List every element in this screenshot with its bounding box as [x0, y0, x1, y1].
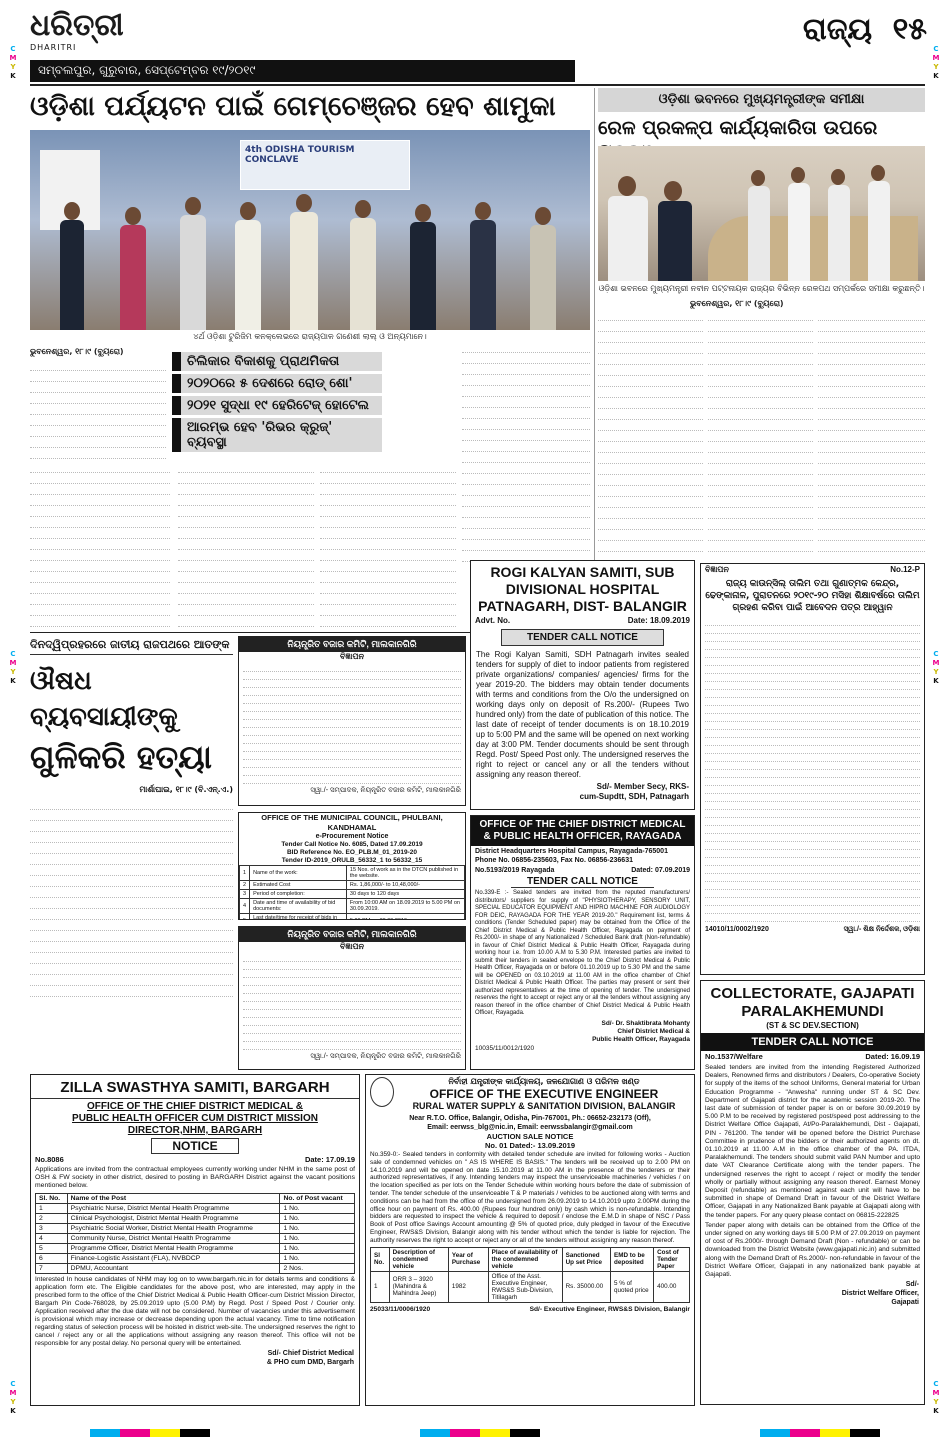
- notice-body: No.359-0:- Sealed tenders in conformity with detailed tender schedule are invited for following works - Auction sale of condemned vehicles on " AS IS WHERE IS BASIS." The tenders will be received up to 2.00 PM on 14.10.2019 and will be opened on date 15.10.2019 at 11.00 AM in the presence of the tenderers or their authorized representatives, if any. Intending tenders may inspect the unserviceable machineries / vehicles / on the location specified as per lots on the Tender Schedule within working hours before the date of submission of tender. The tender schedule of the unserviceable T & P materials / vehicles to be auctioned along with terms and conditions can be had from the office of the undersigned from 26.09.2019 to 14.10.2019 upto 2.00PM during the office hour on payment of Rs. 400.00 (Rupees four hundred only) by cash which is non-refundable. Intending bidders are requested to inspect the vehicle & required to deposit / enclose the E.M.D in shape of NSC / Pass Book of Post office Savings Account amounting @ 5% of quoted price, duly pledged in favour of the Executive Engineer, RWS&S Division, Balangir along with his tender without which the tender is liable for rejection. The authority reserves the right to accept or reject any or all of the tenders without assigning any reason thereof.: [370, 1151, 690, 1244]
- notice-title: ନିୟନ୍ତ୍ରିତ ବଜାର କମିଟି, ମାଲକାନଗିରି: [239, 637, 465, 652]
- table-row: 3 Period of completion: 30 days to 120 days: [240, 890, 465, 899]
- table-row: Last date/time for receipt of bids in: [240, 914, 465, 921]
- lead-body-text: [30, 462, 170, 632]
- notice-odia-title: ନିର୍ବାହୀ ଯନ୍ତ୍ରୀଙ୍କ କାର୍ଯ୍ୟାଳୟ, ଜଳଯୋଗାଣ ଓ ପରିମଳ ଖଣ୍ଡ: [448, 1077, 640, 1086]
- emblem-icon: [370, 1077, 394, 1107]
- table-header: Sl No. Description of condemned vehicle Year of Purchase Place of availability of the condemned vehicle Sanctioned Up set Price EMD to be deposited Cost of Tender Paper: [371, 1247, 690, 1271]
- notice-rks-patnagarh: [470, 560, 695, 810]
- notice-bargarh: [30, 1074, 360, 1406]
- dateline-bar: [30, 60, 575, 82]
- notice-malkangiri-2: [238, 926, 466, 1070]
- notice-ref: Tender ID-2019_ORULB_56332_1 to 56332_15: [281, 857, 423, 864]
- rail-photo-caption: ଓଡ଼ିଶା ଭବନରେ ମୁଖ୍ୟମନ୍ତ୍ରୀ ନବୀନ ପଟ୍ଟନାୟକ ରାଜ୍ୟର ବିଭିନ୍ନ ରେଳପଥ ସମ୍ପର୍କରେ ସମୀକ୍ଷା କରୁଛନ୍ତି।: [598, 284, 925, 293]
- notice-signature: ସ୍ୱା./- ସମ୍ପାଦକ, ନିୟନ୍ତ୍ରିତ ବଜାର କମିଟି, ମାଲକାନଗିରି: [310, 787, 461, 794]
- notice-title: ROGI KALYAN SAMITI, SUB DIVISIONAL HOSPITAL PATNAGARH, DIST- BALANGIR: [478, 564, 687, 614]
- notice-title: OFFICE OF THE CHIEF DISTRICT MEDICAL & PUBLIC HEALTH OFFICER, RAYAGADA: [471, 816, 694, 846]
- notice-office: OFFICE OF THE MUNICIPAL COUNCIL, PHULBANI, KANDHAMAL: [261, 813, 443, 832]
- rail-photo: [598, 146, 925, 281]
- table-row: 1 Name of the work: 15 Nos. of work as in the DTCN published in the website.: [240, 866, 465, 881]
- notice-meta: No.1537/Welfare Dated: 16.09.19: [705, 1052, 920, 1061]
- notice-intro: Applications are invited from the contractual employees currently working under NHM in the same post of OSH & FW society in other district, desired to posting in BARGARH District against the vacant positions mentioned below.: [35, 1166, 355, 1190]
- notice-body: Interested In house candidates of NHM may log on to www.bargarh.nic.in for details terms and conditions & application form etc. The Eligible candidates for the above post, who are interested, may apply in the prescribed form to the office of the Chief District Medical & Public Health Officer-cum District Mission Director, Bargarh Pin Code-768028, by 25.09.2019 upto (5.00 P.M) by Regd. Post / Speed Post / Courier only. Application received after the due date will not be considered. Number of vacancies under this advertisement is provisional which may increase or decrease depending upon the actual vacancy. Time to time notification regarding status of selection process will be hoisted in district web-site. The undersigned reserves the right to cancel / reject any or all the applications without assigning any reason thereof. This office will not be responsible for any postal delay. No personal query will be entertained.: [35, 1275, 355, 1347]
- rail-headline: ରେଳ ପ୍ରକଳ୍ପ କାର୍ଯ୍ୟକାରିତା ଉପରେ: [598, 117, 878, 139]
- notice-gajapati: [700, 980, 925, 1405]
- color-bar: [420, 1429, 540, 1437]
- cmyk-mark: C M Y K: [932, 650, 940, 685]
- notice-body: The Rogi Kalyan Samiti, SDH Patnagarh invites sealed tenders for supply of diet to indoor patients from registered private organizations/ companies/ agencies/ firms for the year 2019-20. The bidders may obtain tender documents with terms and conditions from the O/o the undersigned on working days only on deposit of Rs.200/- (Rupees Two hundred only) from the date of publication of this notice. The last date of receipt of tender documents is on 18.10.2019 up to 5:00 PM and the same will be opened on next working day at 3:00 PM. Tender documents should be sent through Regd. Post/ Speed Post only. The undersigned reserves the right to reject or cancel any or all the tenders without assigning any reason thereof.: [476, 650, 689, 779]
- murder-kicker: ଦିନଦ୍ୱିପ୍ରହରରେ ଜାତୀୟ ରାଜପଥରେ ଆତଙ୍କ: [30, 636, 233, 655]
- section-name: ରାଜ୍ୟ: [802, 12, 873, 47]
- notice-footer: 25033/11/0006/1920 Sd/- Executive Engineer, RWS&S Division, Balangir: [370, 1305, 690, 1313]
- notice-title: ରାଜ୍ୟ କାଉନ୍ସିଲ୍‌ ତାଲିମ ତଥା ଗୁଣାତ୍ମକ କେନ୍ଦ୍ର, ଢେଙ୍କାନାଳ, ପୁରାତନରେ ୨୦୧୯-୨୦ ମସିହା ଶିକ୍ଷାବର୍ଷରେ ତାଲିମ ଗ୍ରହଣ କରିବା ପାଇଁ ଆବେଦନ ପତ୍ର ଆହ୍ୱାନ: [705, 579, 920, 613]
- notice-body: No.339-E :- Sealed tenders are invited from the reputed manufacturers/ distributors/ suppliers for supply of "PHYSIOTHERAPY, SENSORY UNIT, SPECIAL EDUCATOR EQUIPMENT AND HIPRO MACHINE FOR AUDIOLOGY FOR DEIC, RAYAGADA FOR THE YEAR 2019-20." Requirement list, terms & conditions (Tender Scheduled paper) may be obtained from the Office of the Chief District Medical & Public Health Officer, Rayagada on payment of Rs.2000/- in shape of any Nationalized / Scheduled Bank draft (Non-refundable) in favour of Chief District Medical & Public Health Officer, Rayagada during working hour i.e. from 10.00 A.M to 5.30 P.M. Interested parties are invited to submit their tenders in sealed envelope to the Chief District Medical & Public Health Officer, Rayagada on or before 01.10.2019 up to 5.30 PM and the same will be OPENED on 03.10.2019 at 11.00 AM in the office chamber of Chief District Medical & Public Health Officer. The parties may present or sent their authorized representatives at the time of opening of tender. The undersigned reserves the right to accept or reject any or all the tenders without assigning any reason thereof in the office chamber of Chief District Medical & Public Health Officer, Rayagada.: [475, 890, 690, 1016]
- notice-subtitle: (ST & SC DEV.SECTION): [766, 1021, 859, 1030]
- lead-body-text: [30, 360, 166, 462]
- notice-code: 10035/11/0012/1920: [475, 1044, 535, 1052]
- cmyk-mark: C M Y K: [932, 45, 940, 80]
- notice-address: District Headquarters Hospital Campus, Rayagada-765001 Phone No. 06856-235603, Fax No. 06856-236631: [475, 848, 668, 864]
- notice-signature: Sd/- Chief District Medical & PHO cum DMD, Bargarh: [266, 1349, 354, 1366]
- notice-title: COLLECTORATE, GAJAPATI PARALAKHEMUNDI: [710, 985, 915, 1020]
- table-row: 5 Programme Officer, District Mental Health Programme 1 No.: [36, 1243, 355, 1253]
- table-row: 1 Psychiatric Nurse, District Mental Health Programme 1 No.: [36, 1203, 355, 1213]
- notice-office: OFFICE OF THE CHIEF DISTRICT MEDICAL & PUBLIC HEALTH OFFICER CUM DISTRICT MISSION DIRECTOR,NHM, BARGARH: [72, 1101, 318, 1136]
- notice-rayagada: [470, 815, 695, 1070]
- column-rule: [594, 88, 595, 560]
- notice-meta: Advt. No. Date: 18.09.2019: [475, 616, 690, 625]
- notice-training: [700, 563, 925, 975]
- notice-table: [239, 865, 465, 920]
- notice-signature: Sd/- Member Secy, RKS- cum-Supdtt, SDH, Patnagarh: [579, 782, 689, 801]
- notice-signature: Sd/- Dr. Shaktibrata Mohanty Chief District Medical & Public Health Officer, Rayagada: [592, 1019, 690, 1043]
- notice-ref: Tender Call Notice No. 6085, Dated 17.09.2019: [281, 841, 423, 848]
- rail-body-text: [818, 310, 925, 558]
- logo-subtext: DHARITRI: [30, 43, 77, 52]
- divider: [30, 84, 925, 86]
- notice-footer: 14010/11/0002/1920 ସ୍ୱା./- ଶିକ୍ଷ ନିର୍ଦ୍ଦେଶକ, ଓଡ଼ିଶା: [705, 926, 920, 933]
- notice-meta: ବିଜ୍ଞାପନ No.12-P: [705, 565, 920, 574]
- notice-malkangiri-1: [238, 636, 466, 806]
- notice-ref: BID Reference No. EO_PLB.M_01_2019-20: [286, 849, 418, 856]
- table-row: 4 Date and time of availability of bid documents: From 10:00 AM on 18.09.2019 to 5.00 PM on 30.09.2019.: [240, 899, 465, 914]
- notice-type: e-Procurement Notice: [315, 833, 389, 840]
- highlight-item: ୨୦୨୦ରେ ୫ ଦେଶରେ ରୋଡ୍‌ ଶୋ': [172, 374, 382, 393]
- murder-dateline: ମାର୍ଶାଘାଇ, ୧୮।୯ (ବି.ଏନ୍‌.ଏ.): [139, 785, 233, 794]
- notice-title: ZILLA SWASTHYA SAMITI, BARGARH: [31, 1075, 359, 1099]
- notice-meta: No.5193/2019 Rayagada Dated: 07.09.2019: [475, 867, 690, 874]
- rail-kicker: ଓଡ଼ିଶା ଭବନରେ ମୁଖ୍ୟମନ୍ତ୍ରୀଙ୍କ ସମୀକ୍ଷା: [598, 88, 925, 112]
- cmyk-mark: C M Y K: [932, 1380, 940, 1415]
- notice-body: Sealed tenders are invited from the intending Registered Authorized Dealers, Renowned firms and distributors / Dealers, Co-operative Society for supply of the items of the school Uniforms, General material for Urban Education Programme - "Anwesha" running under ST & SC Dev. Department of Gajapati district for the academic session 2019-20. The last date of submission of tender paper is on or before 30.09.2019 by 5.00 P.M to be received by registered post/speed post addressing to the District Welfare Office Gajapati, At/Po-Paralakhemundi, Dist - Gajapati, PIN - 761200. The tender will be opened before the District Purchase Committee in prudence of the bidders or their authorized agents on dt. 01.10.2019 at 11.00 A.M in the office chamber of the PA. ITDA, Paralakhemundi. The tenders should submit valid PAN Number and upto date VAT Clearance Certificate along with the tender papers. The undersigned reserves the right to accept / reject or modify the tender wholly or partially without assigning any reason thereof. Earnest Money Deposit (refundable) as mentioned against each unit will have to be submitted in shape of Demand Draft in favour of the District Welfare Officer, Gajapati in any Nationalized Bank payable at Gajapati along with the tender papers. For any query please contact on 06815-222825: [705, 1064, 920, 1219]
- notice-banner: TENDER CALL NOTICE: [511, 876, 654, 888]
- dateline-text: ସମ୍ବଲପୁର, ଗୁରୁବାର, ସେପ୍ଟେମ୍ବର ୧୯/୨୦୧୯: [38, 63, 256, 77]
- table-row: 3 Psychiatric Social Worker, District Mental Health Programme 1 No.: [36, 1223, 355, 1233]
- lead-dateline: ଭୁବନେଶ୍ୱର, ୧୮।୯ (ବ୍ୟୁରୋ): [30, 347, 124, 356]
- conclave-banner: 4th ODISHA TOURISM CONCLAVE: [240, 140, 410, 190]
- table-row: 6 Finance-Logistic Assistant (FLA), NVBDCP 1 No.: [36, 1253, 355, 1263]
- masthead-logo: [30, 8, 124, 52]
- lead-body-text: [462, 342, 590, 562]
- lead-body-text: [320, 462, 456, 632]
- table-row: 2 Estimated Cost Rs. 1,86,000/- to 10,48,000/-: [240, 881, 465, 890]
- color-bar: [760, 1429, 880, 1437]
- notice-body: Tender paper along with details can be obtained from the Office of the under signed on any working days till 5.00 P.M of 27.09.2019 on payment of cost of Rs.2000/- through Demand Draft (Non - refundable) or can be downloaded from the District Website (www.gajapati.nic.in) and submitted along with the Demand Draft of Rs.2000/- non-refundable in favour of the District Welfare Officer, Gajapati in any nationalized bank payable at Gajapati.: [705, 1221, 920, 1279]
- color-bar: [90, 1429, 210, 1437]
- notice-subtitle: ବିଜ୍ଞାପନ: [340, 942, 364, 951]
- table-row: 1 ORR 3 – 3920 (Mahindra & Mahindra Jeep) 1982 Office of the Asst. Executive Engineer, RWS&S Sub-Division, Titilagarh Rs. 35000.00 5 % of quoted price 400.00: [371, 1271, 690, 1302]
- lead-body-text: [178, 462, 314, 632]
- page-number: ୧୫: [892, 12, 927, 47]
- highlight-item: ଆରମ୍ଭ ହେବ 'ରିଭର କ୍ରୁଜ୍‌' ବ୍ୟବସ୍ଥା: [172, 418, 382, 452]
- notice-signature: ସ୍ୱା./- ସମ୍ପାଦକ, ନିୟନ୍ତ୍ରିତ ବଜାର କମିଟି, ମାଲକାନଗିରି: [310, 1053, 461, 1060]
- lead-headline: ଓଡ଼ିଶା ପର୍ଯ୍ୟଟନ ପାଇଁ ଗେମ୍‌ଚେଞ୍ଜର ହେବ ଶାମୁକା: [30, 91, 556, 122]
- vacancy-table: [35, 1193, 355, 1274]
- notice-banner: TENDER CALL NOTICE: [701, 1033, 924, 1051]
- notice-title: OFFICE OF THE EXECUTIVE ENGINEER: [429, 1087, 659, 1101]
- lead-body-text: [462, 140, 590, 350]
- rail-body-text: [598, 310, 703, 558]
- table-header: Sl. No. Name of the Post No. of Post vacant: [36, 1193, 355, 1203]
- cmyk-mark: C M Y K: [9, 1380, 17, 1415]
- cmyk-mark: C M Y K: [9, 45, 17, 80]
- notice-banner: AUCTION SALE NOTICE No. 01 Dated:- 13.09.2019: [484, 1132, 576, 1150]
- highlight-item: ଚିଲିକାର ବିକାଶକୁ ପ୍ରାଥମିକତା: [172, 352, 382, 371]
- notice-subtitle: RURAL WATER SUPPLY & SANITATION DIVISION, BALANGIR: [412, 1101, 676, 1111]
- rail-body-text: [708, 310, 813, 558]
- notice-banner: TENDER CALL NOTICE: [501, 629, 664, 646]
- notice-phulbani: [238, 812, 466, 920]
- murder-headline: ଔଷଧ ବ୍ୟବସାୟୀଙ୍କୁ ଗୁଳିକରି ହତ୍ୟା: [30, 666, 212, 776]
- lead-highlights: [172, 352, 382, 455]
- lead-photo-caption: ୪ର୍ଥ ଓଡ଼ିଶା ଟୁରିଜିମ କନକ୍ଲେଭରେ ରାଜ୍ୟପାଳ ଗଣେଶୀ ଲାଲ୍‌ ଓ ଅନ୍ୟମାନେ।: [193, 332, 427, 341]
- notice-subtitle: ବିଜ୍ଞାପନ: [340, 652, 364, 661]
- table-row: 7 DPMU, Accountant 2 Nos.: [36, 1263, 355, 1273]
- notice-balangir: [365, 1074, 695, 1406]
- notice-banner: NOTICE: [151, 1138, 239, 1154]
- notice-title: ନିୟନ୍ତ୍ରିତ ବଜାର କମିଟି, ମାଲକାନଗିରି: [239, 927, 465, 942]
- notice-meta: No.8086 Date: 17.09.19: [35, 1155, 355, 1164]
- highlight-item: ୨୦୨୧ ସୁଦ୍ଧା ୧୯ ହେରିଟେଜ୍‌ ହୋଟେଲ: [172, 396, 382, 415]
- section-header: [803, 12, 927, 47]
- notice-address: Near R.T.O. Office, Balangir, Odisha, Pin-767001, Ph.: 06652-232173 (Off), Email: eerwss_blg@nic.in, Email: eerwssbalangir@gmail.com: [409, 1115, 651, 1131]
- auction-table: [370, 1247, 690, 1303]
- table-row: 2 Clinical Psychologist, District Mental Health Programme 1 No.: [36, 1213, 355, 1223]
- logo-text: ଧରିତ୍ରୀ: [30, 8, 124, 43]
- notice-signature: Sd/- District Welfare Officer, Gajapati: [841, 1281, 919, 1307]
- murder-story: [30, 636, 233, 1004]
- rail-dateline: ଭୁବନେଶ୍ୱର, ୧୮।୯ (ବ୍ୟୁରୋ): [690, 299, 784, 308]
- cmyk-mark: C M Y K: [9, 650, 17, 685]
- table-row: 4 Community Nurse, District Mental Health Programme 1 No.: [36, 1233, 355, 1243]
